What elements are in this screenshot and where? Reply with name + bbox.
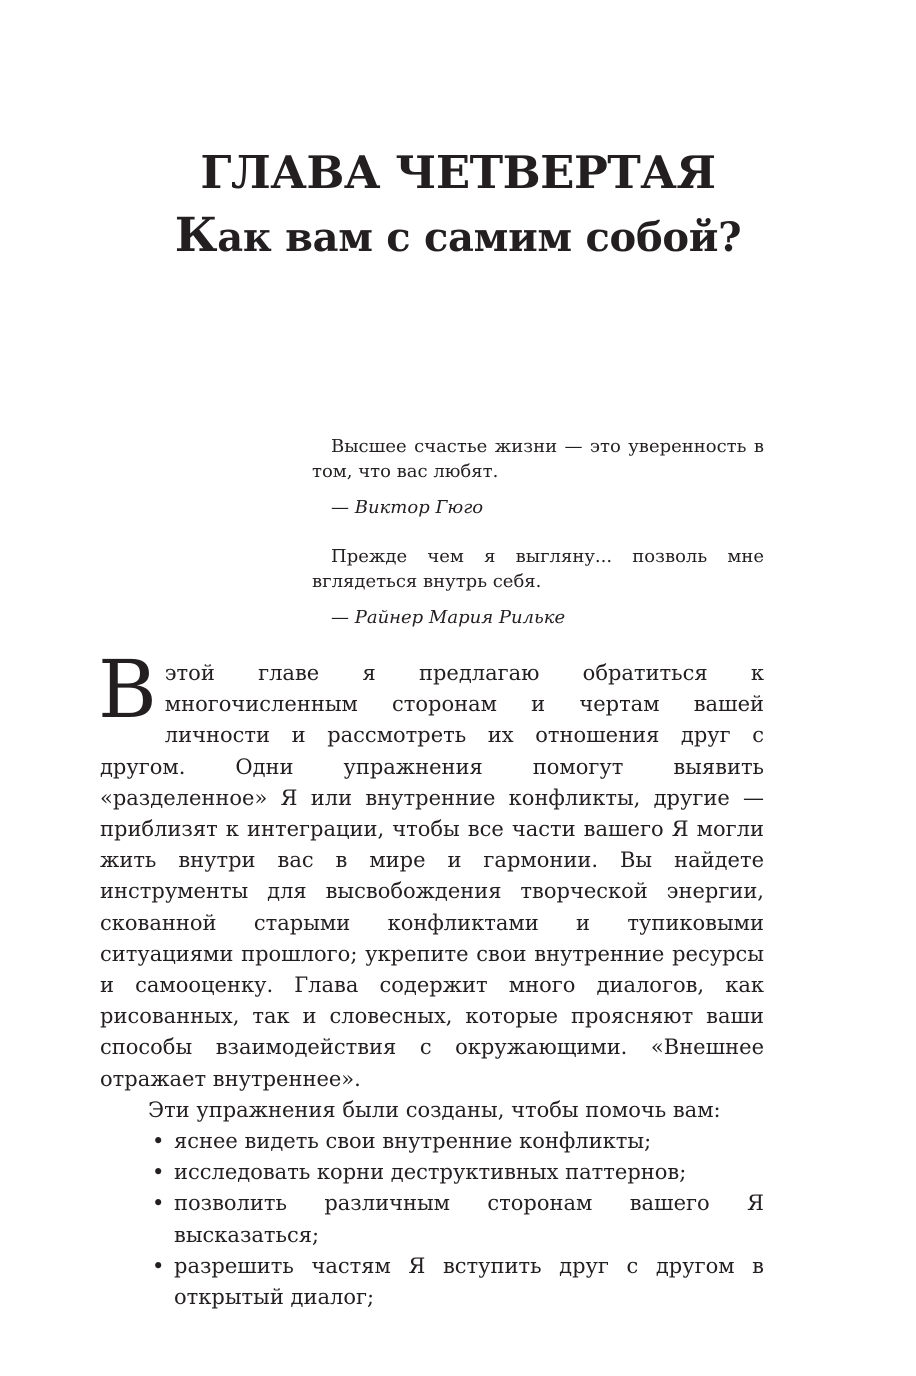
list-item [100, 1188, 764, 1250]
list-item-text: позволить различным сторонам вашего Я высказаться; [174, 1191, 764, 1247]
intro-paragraph-text: этой главе я предлагаю обратиться к многочисленным сторонам и чертам вашей личности и рассмотреть их отношения друг с другом. Одни упражнения помогут выявить «разделенное» Я или внутренние конфликты, другие — приблизят к интеграции, чтобы все части вашего Я могли жить внутри вас в мире и гармонии. Вы найдете инструменты для высвобождения творческой энергии, скованной старыми конфликтами и тупиковыми ситуациями прошлого; укрепите свои внутренние ресурсы и самооценку. Глава содержит много диалогов, как рисованных, так и словесных, которые проясняют ваши способы взаимодействия с окружающими. «Внешнее отражает внутреннее». [100, 661, 764, 1091]
epigraph-text: Прежде чем я выгляну... позволь мне вглядеться внутрь себя. [312, 546, 764, 592]
list-item-text: исследовать корни деструктивных паттернов; [174, 1160, 687, 1185]
bullet-icon: • [152, 1129, 165, 1154]
list-item [100, 1126, 764, 1157]
chapter-title-initial: К [174, 208, 218, 263]
chapter-title-rest: ак вам с самим собой? [217, 214, 742, 261]
bullet-icon: • [152, 1160, 165, 1185]
chapter-title [0, 204, 916, 270]
epigraph-text: Высшее счастье жизни — это уверенность в том, что вас любят. [312, 436, 764, 482]
list-intro-paragraph: Эти упражнения были созданы, чтобы помочь вам: [148, 1097, 721, 1122]
intro-paragraph [98, 643, 764, 1095]
list-item [100, 1251, 764, 1313]
epigraph-author: — Виктор Гюго [331, 497, 484, 518]
drop-cap: В [98, 643, 157, 736]
goals-list [100, 1126, 764, 1313]
main-text [98, 643, 764, 1313]
epigraph-hugo [312, 434, 764, 520]
chapter-label: ГЛАВА ЧЕТВЕРТАЯ [200, 146, 716, 199]
bullet-icon: • [152, 1253, 165, 1278]
bullet-icon: • [152, 1191, 165, 1216]
epigraph-rilke [312, 544, 764, 630]
epigraph-author: — Райнер Мария Рильке [331, 607, 566, 628]
list-item-text: разрешить частям Я вступить друг с другом в открытый диалог; [174, 1253, 764, 1310]
list-item-text: яснее видеть свои внутренние конфликты; [174, 1129, 652, 1154]
list-item [100, 1157, 764, 1188]
